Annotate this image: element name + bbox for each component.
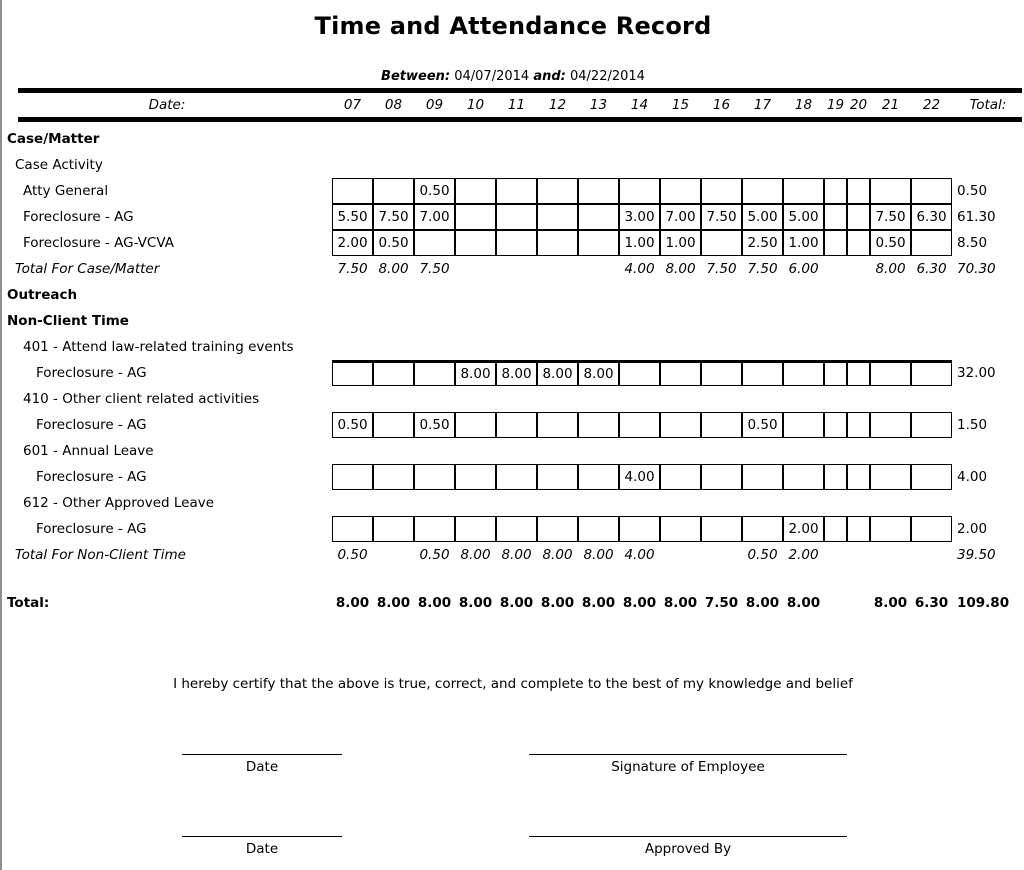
day-cell-22: [911, 230, 952, 256]
day-cell-19: [824, 204, 847, 230]
day-cell-17: 7.50: [747, 261, 778, 277]
date-signature-field-2: [182, 836, 342, 857]
day-cell-22: [911, 516, 952, 542]
day-cell-11: [496, 464, 537, 490]
day-cell-21: [870, 360, 911, 386]
day-cell-07: 5.50: [332, 204, 373, 230]
day-cell-11: 8.00: [499, 595, 534, 611]
entry-row: [2, 230, 1024, 256]
day-cell-13: [578, 204, 619, 230]
day-cell-14: 1.00: [619, 230, 660, 256]
day-cell-15: 8.00: [663, 595, 698, 611]
day-cell-12: [537, 178, 578, 204]
day-cell-07: [332, 516, 373, 542]
day-cell-15: 7.00: [660, 204, 701, 230]
day-cell-07: [332, 464, 373, 490]
day-cell-12: [537, 516, 578, 542]
table-header-row: [2, 93, 1024, 117]
day-cell-18: [783, 464, 824, 490]
timesheet-table-body: [2, 126, 1024, 616]
day-cell-19: [824, 178, 847, 204]
day-cell-14: [619, 360, 660, 386]
day-cell-09: [414, 230, 455, 256]
day-cell-12: 8.00: [537, 360, 578, 386]
day-column-header-14: 14: [630, 97, 649, 113]
day-cell-18: [783, 360, 824, 386]
day-cell-19: [824, 412, 847, 438]
group-row: [2, 152, 1024, 178]
day-cell-12: 8.00: [542, 547, 573, 563]
day-cell-11: [496, 412, 537, 438]
row-label: Non-Client Time: [7, 313, 129, 329]
day-cell-08: 8.00: [378, 261, 409, 277]
day-cell-18: 8.00: [786, 595, 821, 611]
day-cell-13: 8.00: [581, 595, 616, 611]
day-cell-09: 7.50: [419, 261, 450, 277]
day-cell-10: [455, 516, 496, 542]
day-cell-08: [373, 412, 414, 438]
approved-by-field: [529, 836, 847, 857]
day-cell-16: [701, 360, 742, 386]
day-cell-09: 7.00: [414, 204, 455, 230]
day-cell-16: [701, 412, 742, 438]
day-cell-21: [870, 464, 911, 490]
row-label: 612 - Other Approved Leave: [23, 495, 215, 511]
row-label: Foreclosure - AG: [36, 365, 147, 381]
row-label: Foreclosure - AG: [36, 469, 147, 485]
day-cell-20: [847, 204, 870, 230]
day-cell-12: [537, 204, 578, 230]
day-cell-07: 0.50: [332, 412, 373, 438]
day-cell-12: [537, 256, 578, 282]
signature-line: [182, 754, 342, 755]
day-cell-22: 6.30: [914, 595, 949, 611]
period-start-date: 04/07/2014: [454, 69, 530, 84]
entry-row: [2, 178, 1024, 204]
day-cell-11: 8.00: [501, 547, 532, 563]
day-cell-16: [701, 178, 742, 204]
day-cell-19: [824, 464, 847, 490]
row-label: Total For Non-Client Time: [15, 547, 186, 563]
header-rule: [18, 117, 1022, 122]
day-cell-11: [496, 516, 537, 542]
day-cell-18: 1.00: [783, 230, 824, 256]
day-cell-21: 8.00: [875, 261, 906, 277]
day-cell-20: [847, 542, 870, 568]
day-cell-16: 7.50: [706, 261, 737, 277]
day-cell-07: [332, 360, 373, 386]
day-cell-17: [742, 464, 783, 490]
day-cell-09: [414, 516, 455, 542]
day-cell-16: [701, 542, 742, 568]
day-cell-15: [660, 360, 701, 386]
entry-row: [2, 204, 1024, 230]
section-row: [2, 308, 1024, 334]
day-cell-08: [373, 542, 414, 568]
day-cell-08: 8.00: [376, 595, 411, 611]
day-column-header-16: 16: [712, 97, 731, 113]
day-cell-16: [701, 464, 742, 490]
day-cell-14: 4.00: [619, 464, 660, 490]
day-cell-22: [911, 412, 952, 438]
day-cell-14: [619, 412, 660, 438]
day-cell-21: [870, 178, 911, 204]
day-cell-08: [373, 360, 414, 386]
day-cell-08: [373, 516, 414, 542]
row-total-value: 2.00: [957, 521, 988, 537]
day-cell-14: [619, 178, 660, 204]
period-end-date: 04/22/2014: [570, 69, 645, 84]
day-cell-07: 7.50: [337, 261, 368, 277]
and-label: and:: [533, 69, 566, 84]
row-total-value: 1.50: [957, 417, 988, 433]
day-cell-13: 8.00: [583, 547, 614, 563]
day-cell-15: [660, 542, 701, 568]
entry-row: [2, 360, 1024, 386]
day-cell-11: 8.00: [496, 360, 537, 386]
row-label: 410 - Other client related activities: [23, 391, 260, 407]
day-cell-17: [742, 360, 783, 386]
signature-line: [182, 836, 342, 837]
row-label: Case Activity: [15, 157, 103, 173]
day-cell-20: [847, 360, 870, 386]
row-label: Total For Case/Matter: [15, 261, 160, 277]
row-total-value: 39.50: [957, 547, 996, 563]
row-label: Outreach: [7, 287, 78, 303]
row-total-value: 0.50: [957, 183, 988, 199]
signature-line: [529, 754, 847, 755]
day-cell-07: 2.00: [332, 230, 373, 256]
signature-label: Signature of Employee: [611, 759, 765, 775]
employee-signature-field: [529, 754, 847, 775]
day-cell-10: [455, 412, 496, 438]
day-cell-09: [414, 464, 455, 490]
day-cell-08: [373, 178, 414, 204]
date-range-line: [2, 69, 1024, 84]
signature-label: Date: [245, 759, 279, 775]
page-title: Time and Attendance Record: [314, 12, 712, 40]
day-cell-21: 7.50: [870, 204, 911, 230]
day-column-header-22: 22: [922, 97, 941, 113]
row-label: Foreclosure - AG: [23, 209, 134, 225]
row-label: 401 - Attend law-related training events: [23, 339, 294, 355]
day-cell-14: 3.00: [619, 204, 660, 230]
signature-label: Approved By: [644, 841, 732, 857]
day-cell-21: [870, 542, 911, 568]
day-cell-22: 6.30: [911, 204, 952, 230]
day-cell-07: 0.50: [337, 547, 368, 563]
row-label: Foreclosure - AG: [36, 417, 147, 433]
day-cell-12: 8.00: [540, 595, 575, 611]
total-column-header: Total:: [969, 97, 1007, 113]
day-cell-22: [911, 542, 952, 568]
day-column-header-07: 07: [343, 97, 362, 113]
day-cell-13: [578, 230, 619, 256]
day-cell-19: [824, 256, 847, 282]
day-cell-20: [847, 256, 870, 282]
day-column-header-20: 20: [849, 97, 868, 113]
day-cell-22: 6.30: [916, 261, 947, 277]
day-column-header-18: 18: [794, 97, 813, 113]
section-row: [2, 126, 1024, 152]
row-label: 601 - Annual Leave: [23, 443, 154, 459]
day-cell-19: [824, 230, 847, 256]
subtotal-row: [2, 542, 1024, 568]
day-cell-17: 5.00: [742, 204, 783, 230]
day-cell-11: [496, 204, 537, 230]
day-cell-16: 7.50: [701, 204, 742, 230]
day-cell-18: 2.00: [788, 547, 819, 563]
day-cell-15: 8.00: [665, 261, 696, 277]
day-cell-21: 0.50: [870, 230, 911, 256]
row-label: Foreclosure - AG-VCVA: [23, 235, 174, 251]
group-row: [2, 386, 1024, 412]
day-cell-20: [847, 590, 870, 616]
day-cell-17: 8.00: [745, 595, 780, 611]
day-cell-08: 7.50: [373, 204, 414, 230]
section-row: [2, 282, 1024, 308]
row-total-value: 8.50: [957, 235, 988, 251]
day-cell-08: [373, 464, 414, 490]
group-row: [2, 334, 1024, 360]
day-cell-09: 8.00: [417, 595, 452, 611]
day-column-header-17: 17: [753, 97, 772, 113]
day-column-header-12: 12: [548, 97, 567, 113]
day-cell-20: [847, 516, 870, 542]
row-total-value: 61.30: [957, 209, 996, 225]
signature-label: Date: [245, 841, 279, 857]
day-cell-20: [847, 464, 870, 490]
day-cell-10: [455, 230, 496, 256]
subtotal-row: [2, 256, 1024, 282]
day-cell-10: 8.00: [460, 547, 491, 563]
day-cell-12: [537, 412, 578, 438]
day-cell-11: [496, 178, 537, 204]
day-cell-14: [619, 516, 660, 542]
day-cell-18: 2.00: [783, 516, 824, 542]
row-total-value: 109.80: [957, 595, 1010, 611]
day-cell-07: [332, 178, 373, 204]
entry-row: [2, 516, 1024, 542]
group-row: [2, 438, 1024, 464]
day-cell-20: [847, 230, 870, 256]
day-cell-09: 0.50: [419, 547, 450, 563]
day-cell-20: [847, 412, 870, 438]
day-cell-17: [742, 516, 783, 542]
day-cell-14: 8.00: [622, 595, 657, 611]
row-label: Foreclosure - AG: [36, 521, 147, 537]
date-column-header: Date:: [148, 97, 186, 113]
day-cell-17: [742, 178, 783, 204]
day-cell-15: [660, 464, 701, 490]
day-cell-18: [783, 178, 824, 204]
grandtotal-row: [2, 590, 1024, 616]
row-label: Total:: [7, 595, 50, 611]
day-cell-15: [660, 516, 701, 542]
day-column-header-13: 13: [589, 97, 608, 113]
entry-row: [2, 464, 1024, 490]
day-column-header-15: 15: [671, 97, 690, 113]
day-cell-15: [660, 412, 701, 438]
row-label: Case/Matter: [7, 131, 100, 147]
row-total-value: 32.00: [957, 365, 996, 381]
day-column-header-10: 10: [466, 97, 485, 113]
day-cell-10: [455, 464, 496, 490]
date-signature-field-1: [182, 754, 342, 775]
day-cell-13: 8.00: [578, 360, 619, 386]
row-total-value: 4.00: [957, 469, 988, 485]
day-cell-22: [911, 360, 952, 386]
day-cell-19: [824, 516, 847, 542]
day-cell-20: [847, 178, 870, 204]
day-cell-13: [578, 464, 619, 490]
certification-text: I hereby certify that the above is true, correct, and complete to the best of my knowledge and belief: [173, 676, 853, 692]
day-cell-19: [824, 360, 847, 386]
day-cell-10: [455, 256, 496, 282]
day-column-header-21: 21: [881, 97, 900, 113]
day-column-header-19: 19: [826, 97, 845, 113]
day-cell-11: [496, 256, 537, 282]
day-cell-09: 0.50: [414, 178, 455, 204]
day-cell-13: [578, 178, 619, 204]
day-cell-17: 2.50: [742, 230, 783, 256]
day-cell-10: [455, 204, 496, 230]
day-cell-11: [496, 230, 537, 256]
day-cell-19: [824, 590, 847, 616]
day-cell-18: 5.00: [783, 204, 824, 230]
day-cell-18: 6.00: [788, 261, 819, 277]
group-row: [2, 490, 1024, 516]
day-cell-16: [701, 230, 742, 256]
day-cell-12: [537, 230, 578, 256]
day-cell-10: 8.00: [455, 360, 496, 386]
day-cell-21: 8.00: [873, 595, 908, 611]
day-column-header-09: 09: [425, 97, 444, 113]
day-cell-16: [701, 516, 742, 542]
day-cell-15: 1.00: [660, 230, 701, 256]
day-cell-21: [870, 412, 911, 438]
day-column-header-11: 11: [507, 97, 526, 113]
signature-line: [529, 836, 847, 837]
day-cell-14: 4.00: [624, 547, 655, 563]
day-cell-17: 0.50: [742, 412, 783, 438]
between-label: Between:: [381, 69, 451, 84]
day-cell-12: [537, 464, 578, 490]
day-cell-09: [414, 360, 455, 386]
day-cell-18: [783, 412, 824, 438]
day-cell-22: [911, 464, 952, 490]
day-cell-13: [578, 256, 619, 282]
day-cell-16: 7.50: [704, 595, 739, 611]
row-total-value: 70.30: [957, 261, 996, 277]
day-column-header-08: 08: [384, 97, 403, 113]
day-cell-17: 0.50: [747, 547, 778, 563]
entry-row: [2, 412, 1024, 438]
day-cell-07: 8.00: [335, 595, 370, 611]
day-cell-14: 4.00: [624, 261, 655, 277]
day-cell-10: [455, 178, 496, 204]
day-cell-19: [824, 542, 847, 568]
day-cell-13: [578, 412, 619, 438]
day-cell-21: [870, 516, 911, 542]
row-label: Atty General: [23, 183, 109, 199]
day-cell-10: 8.00: [458, 595, 493, 611]
day-cell-13: [578, 516, 619, 542]
day-cell-08: 0.50: [373, 230, 414, 256]
day-cell-15: [660, 178, 701, 204]
day-cell-09: 0.50: [414, 412, 455, 438]
day-cell-22: [911, 178, 952, 204]
